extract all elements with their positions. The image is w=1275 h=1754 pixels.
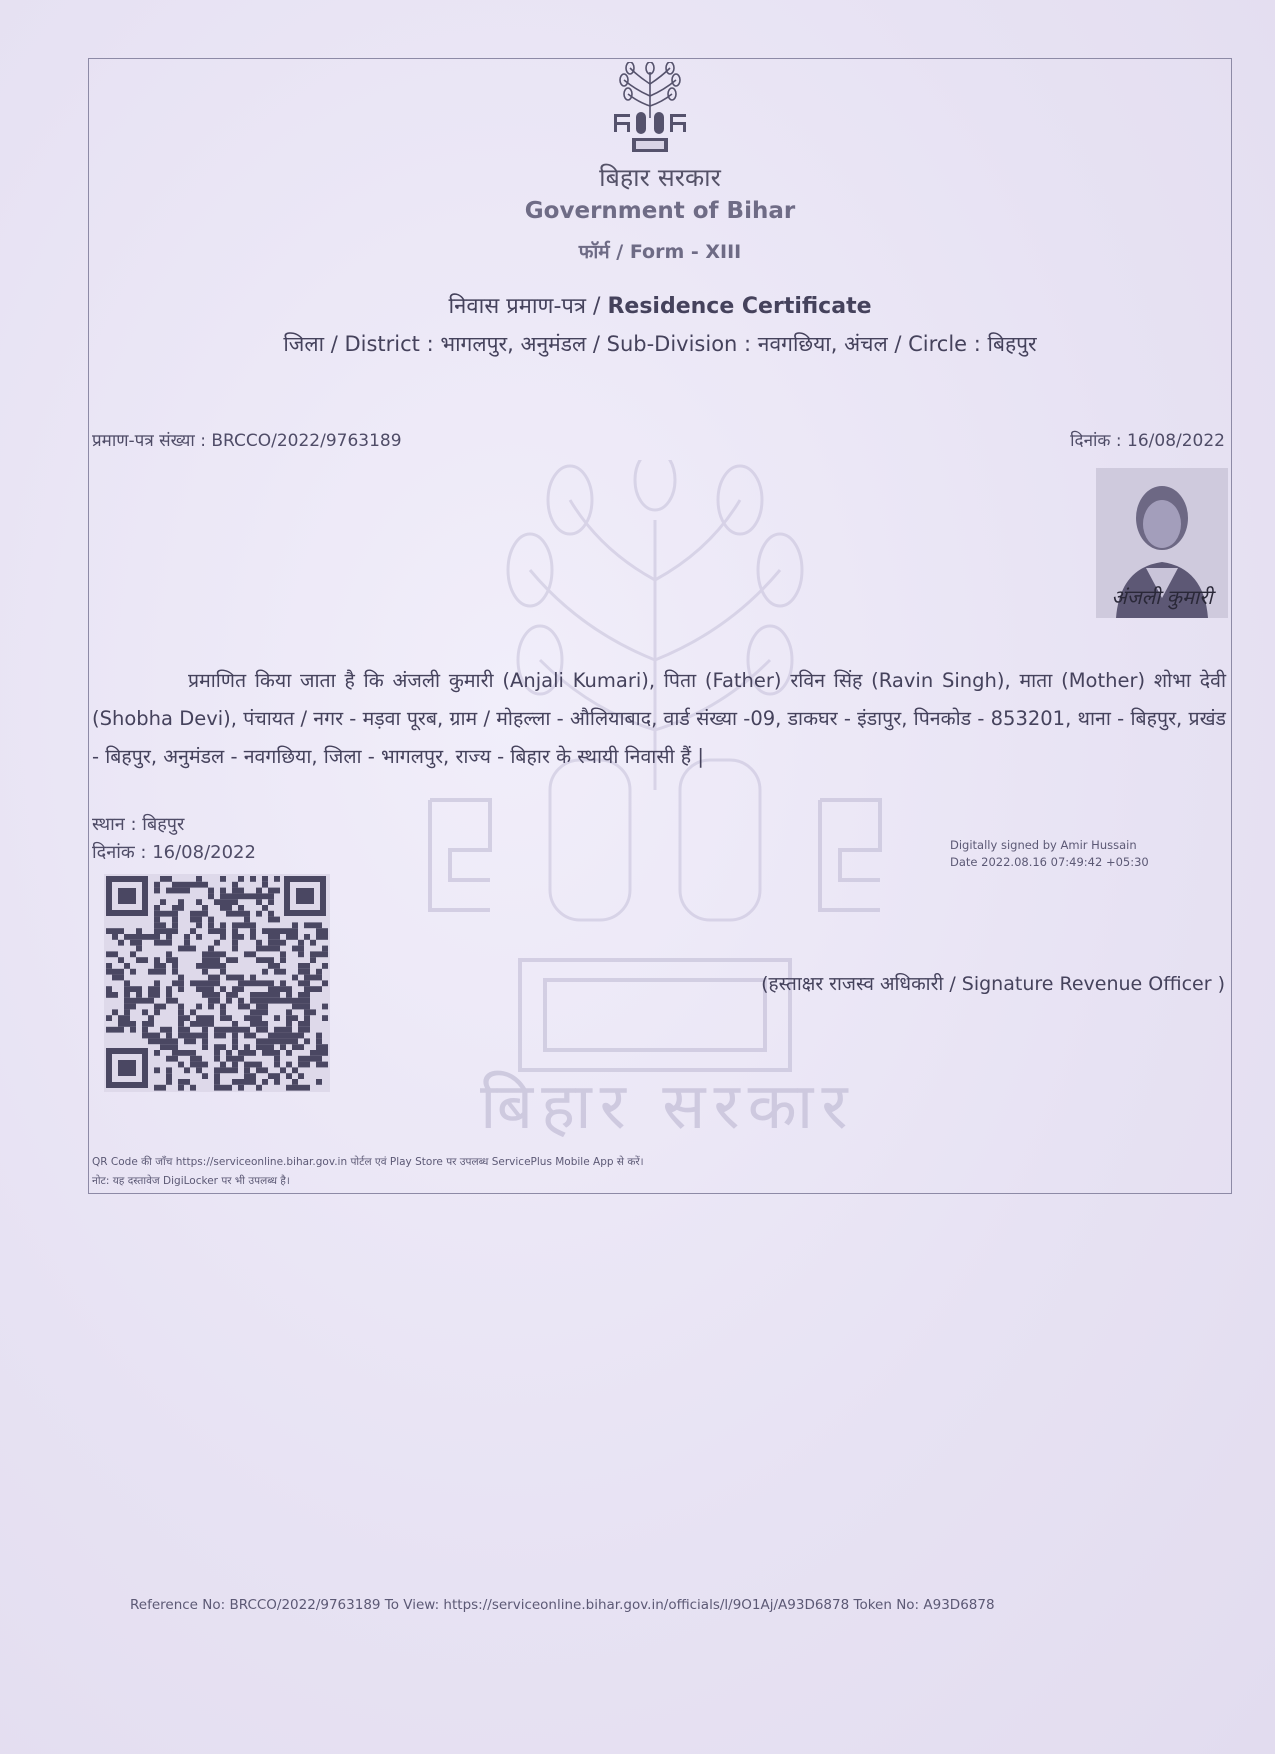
digital-signature-name: Digitally signed by Amir Hussain [950,838,1137,852]
applicant-signature: अंजली कुमारी [1111,585,1213,609]
form-number: फॉर्म / Form - XIII [578,241,742,263]
bihar-government-emblem-icon [610,62,690,154]
qr-code-icon [104,874,330,1092]
certificate-title [88,290,1232,320]
qr-verification-note: QR Code की जाँच https://serviceonline.bihar.gov.in पोर्टल एवं Play Store पर उपलब्ध ServicePlus Mobile App से करें। [92,1156,644,1168]
digital-signature-date: Date 2022.08.16 07:49:42 +05:30 [950,855,1149,869]
location-line: जिला / District : भागलपुर, अनुमंडल / Sub-Division : नवगछिया, अंचल / Circle : बिहपुर [283,332,1037,356]
certificate-date: दिनांक : 16/08/2022 [1070,431,1225,451]
certificate-body: प्रमाणित किया जाता है कि अंजली कुमारी (Anjali Kumari), पिता (Father) रविन सिंह (Ravin Singh), माता (Mother) शोभा देवी (Shobha Devi), पंचायत / नगर - मड़वा पूरब, ग्राम / मोहल्ला - औलियाबाद, वार्ड संख्या -09, डाकघर - इंडापुर, पिनकोड - 853201, थाना - बिहपुर, प्रखंड - बिहपुर, अनुमंडल - नवगछिया, जिला - भागलपुर, राज्य - बिहार के स्थायी निवासी हैं | [92,669,1226,768]
watermark-text: बिहार सरकार [480,1070,856,1144]
government-name-english: Government of Bihar [524,198,796,224]
issue-date: दिनांक : 16/08/2022 [92,842,256,863]
certificate-title-english: Residence Certificate [607,294,872,319]
applicant-photo [1096,468,1228,618]
reference-line: Reference No: BRCCO/2022/9763189 To View: https://serviceonline.bihar.gov.in/officials/l/9O1Aj/A93D6878 Token No: A93D6878 [130,1597,995,1613]
government-name-hindi: बिहार सरकार [599,163,721,192]
certificate-title-hindi: निवास प्रमाण-पत्र / [448,294,608,319]
digilocker-note: नोट: यह दस्तावेज DigiLocker पर भी उपलब्ध है। [92,1175,290,1187]
issue-place: स्थान : बिहपुर [92,814,185,835]
signature-label: (हस्ताक्षर राजस्व अधिकारी / Signature Revenue Officer ) [761,973,1225,995]
certificate-number: प्रमाण-पत्र संख्या : BRCCO/2022/9763189 [92,431,402,451]
